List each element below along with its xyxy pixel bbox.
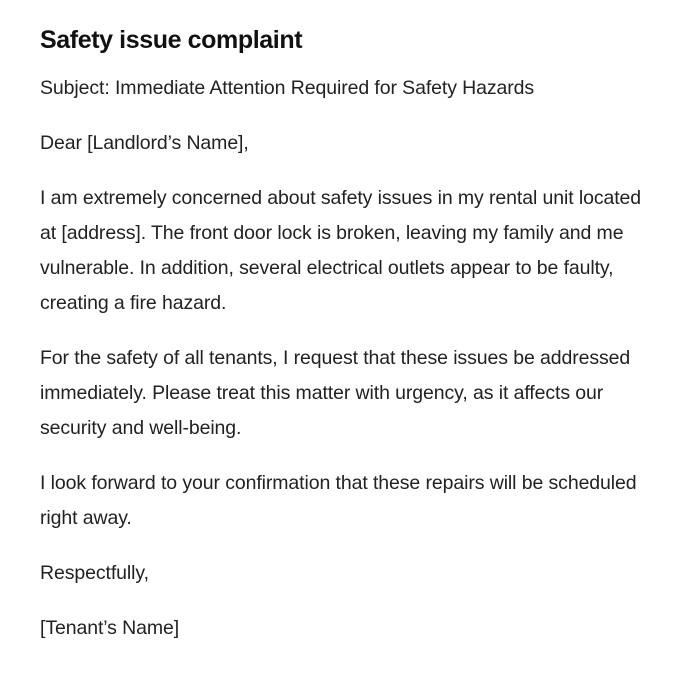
signature: [Tenant’s Name]: [40, 617, 180, 639]
salutation: Dear [Landlord’s Name],: [40, 132, 249, 154]
subject-line: Subject: Immediate Attention Required for Safety Hazards: [40, 77, 535, 99]
closing: Respectfully,: [40, 562, 149, 584]
document-title: Safety issue complaint: [40, 26, 303, 54]
body-paragraph-concern: I am extremely concerned about safety issues in my rental unit located at [address]. The front door lock is broken, leaving my family and me vulnerable. In addition, several electrical outlets appear to be faulty, creating a fire hazard.: [40, 187, 642, 314]
body-paragraph-request: For the safety of all tenants, I request that these issues be addressed immediately. Please treat this matter with urgency, as it affects our security and well-being.: [40, 347, 631, 439]
body-paragraph-followup: I look forward to your confirmation that these repairs will be scheduled right away.: [40, 472, 637, 529]
